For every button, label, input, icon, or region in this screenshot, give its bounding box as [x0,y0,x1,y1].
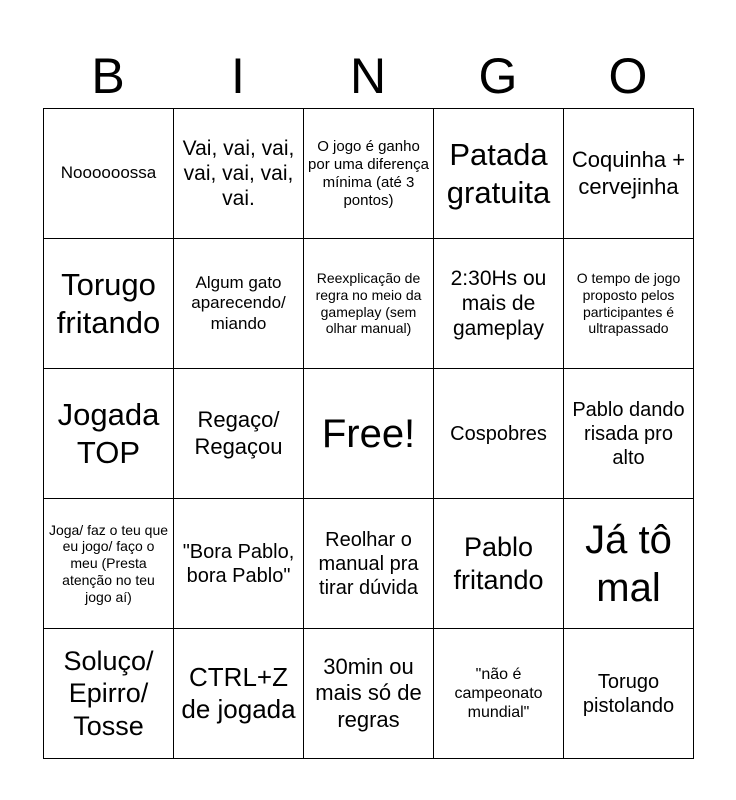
bingo-cell[interactable]: 30min ou mais só de regras [304,629,434,759]
bingo-cell[interactable]: Patada gratuita [434,109,564,239]
bingo-cell[interactable]: CTRL+Z de jogada [174,629,304,759]
header-letter-g: G [478,48,518,104]
card-row [44,629,694,759]
bingo-card [43,108,694,759]
bingo-cell[interactable]: Pablo dando risada pro alto [564,369,694,499]
bingo-cell[interactable]: Noooooossa [44,109,174,239]
bingo-cell[interactable]: Regaço/ Regaçou [174,369,304,499]
bingo-cell[interactable]: Cospobres [434,369,564,499]
bingo-cell[interactable]: "não é campeonato mundial" [434,629,564,759]
bingo-cell[interactable]: Soluço/ Epirro/ Tosse [44,629,174,759]
header-letter-o: O [608,48,648,104]
bingo-cell[interactable]: "Bora Pablo, bora Pablo" [174,499,304,629]
bingo-cell[interactable]: Reolhar o manual pra tirar dúvida [304,499,434,629]
bingo-cell[interactable]: Joga/ faz o teu que eu jogo/ faço o meu (Presta atenção no teu jogo aí) [44,499,174,629]
bingo-cell[interactable]: Reexplicação de regra no meio da gameplay (sem olhar manual) [304,239,434,369]
bingo-cell[interactable]: Torugo pistolando [564,629,694,759]
bingo-cell[interactable]: Algum gato aparecendo/ miando [174,239,304,369]
card-row [44,499,694,629]
bingo-cell[interactable]: Coquinha + cervejinha [564,109,694,239]
card-row [44,109,694,239]
bingo-cell[interactable]: Vai, vai, vai, vai, vai, vai, vai. [174,109,304,239]
bingo-header [43,44,693,108]
bingo-cell[interactable]: O tempo de jogo proposto pelos participantes é ultrapassado [564,239,694,369]
header-letter-i: I [231,48,245,104]
card-row [44,239,694,369]
bingo-cell[interactable]: Pablo fritando [434,499,564,629]
bingo-cell[interactable]: Torugo fritando [44,239,174,369]
header-letter-n: N [349,48,387,104]
card-row [44,369,694,499]
free-space-cell[interactable]: Free! [304,369,434,499]
bingo-cell[interactable]: 2:30Hs ou mais de gameplay [434,239,564,369]
bingo-cell[interactable]: O jogo é ganho por uma diferença mínima (até 3 pontos) [304,109,434,239]
header-letter-b: B [91,48,125,104]
bingo-cell[interactable]: Jogada TOP [44,369,174,499]
bingo-cell[interactable]: Já tô mal [564,499,694,629]
